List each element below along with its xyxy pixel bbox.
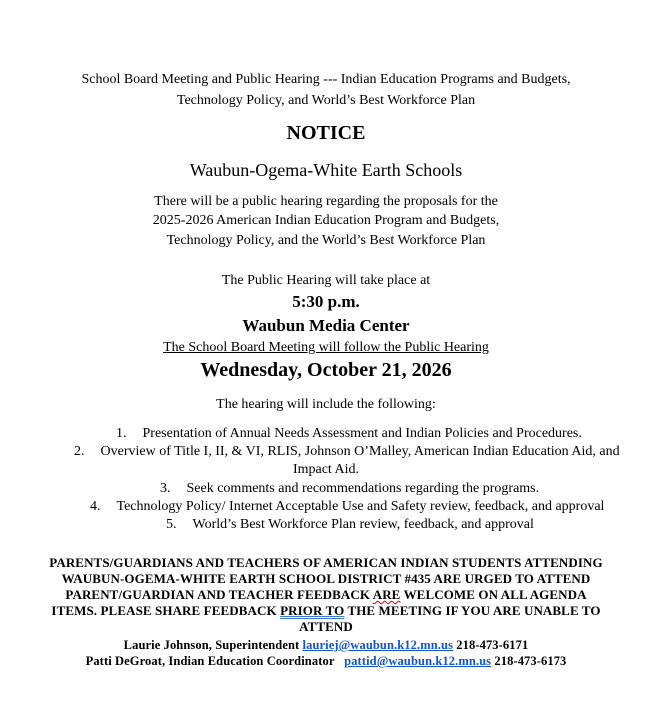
caps-text: ITEMS. PLEASE SHARE FEEDBACK	[51, 603, 277, 618]
grammar-flag-word: PRIOR TO	[280, 603, 345, 618]
agenda-item-1	[116, 426, 582, 442]
contact-coordinator	[0, 654, 652, 669]
board-meeting-follow: The School Board Meeting will follow the Public Hearing	[163, 340, 489, 355]
caps-text: PARENT/GUARDIAN AND TEACHER FEEDBACK	[65, 587, 371, 602]
contact-superintendent	[0, 638, 652, 653]
hearing-include: The hearing will include the following:	[216, 397, 436, 412]
caps-notice-line-1: PARENTS/GUARDIANS AND TEACHERS OF AMERICAN INDIAN STUDENTS ATTENDING	[49, 555, 603, 570]
caps-notice-line-3	[0, 587, 652, 603]
agenda-item-4	[90, 499, 604, 515]
header-line-2: Technology Policy, and World’s Best Workforce Plan	[176, 93, 476, 108]
agenda-item-5	[166, 517, 534, 533]
contact-name: Laurie Johnson, Superintendent	[123, 638, 300, 652]
caps-text: WELCOME ON ALL AGENDA	[403, 587, 587, 602]
agenda-text: Presentation of Annual Needs Assessment and Indian Policies and Procedures.	[142, 426, 582, 441]
agenda-text: Technology Policy/ Internet Acceptable Use and Safety review, feedback, and approval	[116, 499, 605, 514]
hearing-time: 5:30 p.m.	[292, 292, 360, 311]
district-name: Waubun-Ogema-White Earth Schools	[189, 160, 463, 180]
coordinator-email-link[interactable]: pattid@waubun.k12.mn.us	[344, 654, 492, 668]
agenda-number: 2.	[74, 444, 85, 459]
agenda-item-2-continued: Impact Aid.	[292, 462, 360, 477]
agenda-number: 5.	[166, 517, 177, 532]
hearing-intro: The Public Hearing will take place at	[221, 273, 431, 288]
intro-line-1: There will be a public hearing regarding the proposals for the	[154, 194, 498, 209]
agenda-number: 3.	[160, 481, 171, 496]
intro-line-3: Technology Policy, and the World’s Best Workforce Plan	[166, 233, 486, 248]
agenda-text: Seek comments and recommendations regarding the programs.	[186, 481, 540, 496]
agenda-text: Overview of Title I, II, & VI, RLIS, Johnson O’Malley, American Indian Education Aid, and	[100, 444, 620, 459]
caps-text: THE MEETING IF YOU ARE UNABLE TO	[347, 603, 601, 618]
caps-notice-line-5: ATTEND	[299, 619, 353, 634]
spellcheck-word: ARE	[372, 587, 401, 602]
hearing-date: Wednesday, October 21, 2026	[200, 359, 452, 381]
agenda-item-3	[160, 481, 539, 497]
superintendent-email-link[interactable]: lauriej@waubun.k12.mn.us	[302, 638, 454, 652]
contact-name: Patti DeGroat, Indian Education Coordinator	[85, 654, 335, 668]
notice-title: NOTICE	[286, 122, 366, 144]
hearing-location: Waubun Media Center	[242, 316, 410, 335]
caps-notice-line-2: WAUBUN-OGEMA-WHITE EARTH SCHOOL DISTRICT #435 ARE URGED TO ATTEND	[61, 571, 591, 586]
agenda-number: 1.	[116, 426, 127, 441]
contact-phone: 218-473-6173	[494, 654, 567, 668]
agenda-text: World’s Best Workforce Plan review, feedback, and approval	[192, 517, 534, 532]
agenda-item-2	[74, 444, 620, 460]
intro-line-2: 2025-2026 American Indian Education Program and Budgets,	[152, 213, 500, 228]
caps-notice-line-4	[0, 603, 652, 619]
header-line-1: School Board Meeting and Public Hearing --- Indian Education Programs and Budgets,	[81, 72, 571, 87]
contact-phone: 218-473-6171	[456, 638, 529, 652]
agenda-number: 4.	[90, 499, 101, 514]
